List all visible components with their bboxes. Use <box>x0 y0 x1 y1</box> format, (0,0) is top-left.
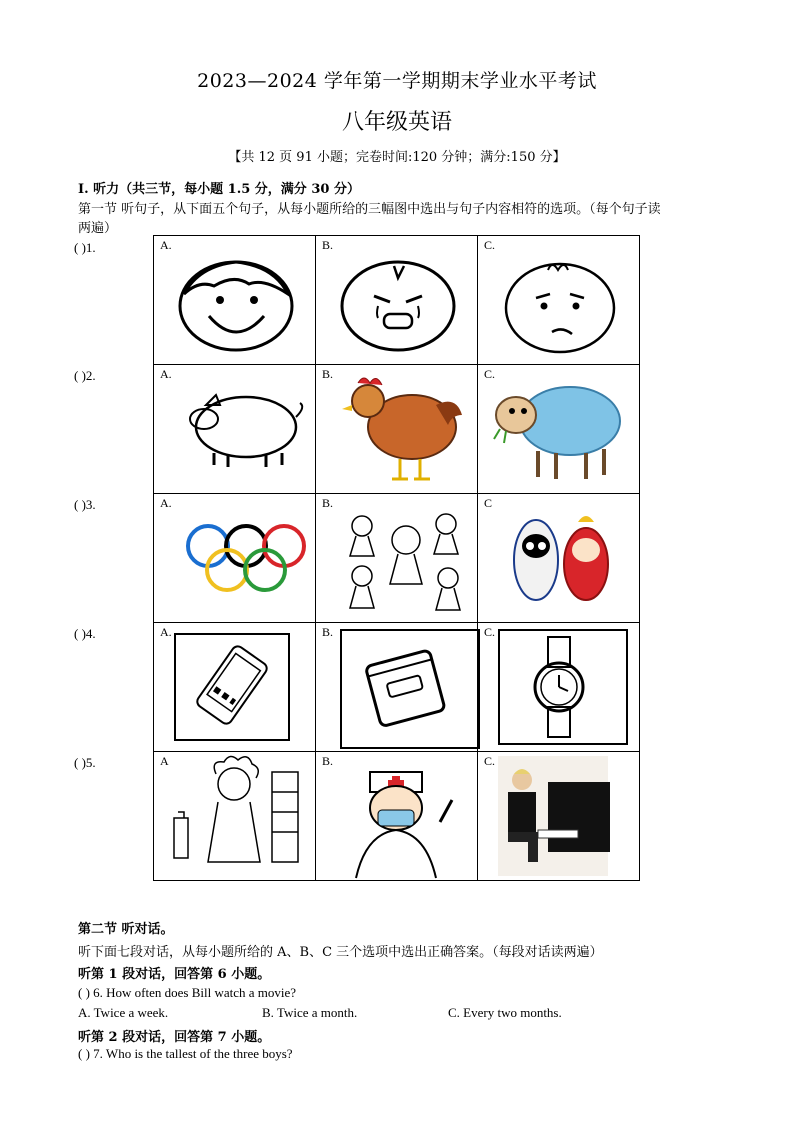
dialog2-heading: 听第 2 段对话，回答第 7 小题。 <box>78 1030 271 1045</box>
option-label: C. <box>484 238 496 252</box>
option-cell <box>154 623 316 752</box>
pig-icon <box>154 365 315 493</box>
option-cell <box>316 365 478 494</box>
option-label: A <box>160 754 169 768</box>
option-cell <box>316 623 478 752</box>
winter-mascots-icon <box>478 494 639 622</box>
option-label: C. <box>484 754 496 768</box>
option-cell <box>316 752 478 881</box>
part1-instruction-cont: 两遍） <box>78 221 118 236</box>
dialog1-heading: 听第 1 段对话，回答第 6 小题。 <box>78 967 271 982</box>
crying-face-icon <box>316 236 477 364</box>
option-label: A. <box>160 238 172 252</box>
question-6: ( ) 6. How often does Bill watch a movie? <box>78 985 297 1000</box>
pianist-icon <box>478 752 639 880</box>
exam-subtitle: 八年级英语 <box>341 110 452 135</box>
option-label: A. <box>160 496 172 510</box>
olympic-rings-icon <box>154 494 315 622</box>
phone-icon <box>154 623 315 751</box>
option-cell <box>478 365 640 494</box>
option-cell <box>154 365 316 494</box>
option-cell <box>316 494 478 623</box>
option-cell <box>478 494 640 623</box>
option-cell <box>478 623 640 752</box>
section2-heading: 第二节 听对话。 <box>78 922 174 937</box>
option-cell <box>316 236 478 365</box>
option-cell <box>154 236 316 365</box>
option-label: C <box>484 496 493 510</box>
option-label: B. <box>322 238 334 252</box>
option-label: B. <box>322 367 334 381</box>
option-label: C. <box>484 625 496 639</box>
question-2-number: ( )2. <box>74 368 96 383</box>
question-row-3 <box>154 494 640 623</box>
question-row-1 <box>154 236 640 365</box>
question-row-4 <box>154 623 640 752</box>
sheep-icon <box>478 365 639 493</box>
section2-instruction: 听下面七段对话，从每小题所给的 A、B、C 三个选项中选出正确答案。（每段对话读两遍） <box>78 945 603 960</box>
question-4-number: ( )4. <box>74 626 96 641</box>
option-label: C. <box>484 367 496 381</box>
scientist-icon <box>154 752 315 880</box>
question-1-number: ( )1. <box>74 240 96 255</box>
question-row-2 <box>154 365 640 494</box>
picture-options-grid <box>153 235 640 881</box>
question-row-5 <box>154 752 640 881</box>
happy-face-icon <box>154 236 315 364</box>
question-5-number: ( )5. <box>74 755 96 770</box>
option-cell <box>154 752 316 881</box>
option-cell <box>154 494 316 623</box>
exam-info: 【共 12 页 91 小题；完卷时间:120 分钟；满分:150 分】 <box>228 150 566 165</box>
question-3-number: ( )3. <box>74 497 96 512</box>
exam-title: 2023—2024 学年第一学期期末学业水平考试 <box>197 70 597 92</box>
doctor-icon <box>316 752 477 880</box>
option-cell <box>478 236 640 365</box>
worried-face-icon <box>478 236 639 364</box>
option-label: A. <box>160 367 172 381</box>
section1-heading: Ⅰ. 听力（共三节，每小题 1.5 分，满分 30 分） <box>78 182 360 197</box>
option-label: B. <box>322 625 334 639</box>
option-label: B. <box>322 496 334 510</box>
question-6-option-b: B. Twice a month. <box>262 1005 358 1020</box>
question-6-option-c: C. Every two months. <box>448 1005 562 1020</box>
dictionary-icon <box>316 623 477 751</box>
question-6-option-a: A. Twice a week. <box>78 1005 169 1020</box>
fuwa-mascots-icon <box>316 494 477 622</box>
option-cell <box>478 752 640 881</box>
hen-icon <box>316 365 477 493</box>
question-7: ( ) 7. Who is the tallest of the three boys? <box>78 1046 293 1061</box>
watch-icon <box>478 623 639 751</box>
option-label: A. <box>160 625 172 639</box>
part1-instruction: 第一节 听句子，从下面五个句子，从每小题所给的三幅图中选出与句子内容相符的选项。（每个句子读 <box>78 202 661 217</box>
option-label: B. <box>322 754 334 768</box>
